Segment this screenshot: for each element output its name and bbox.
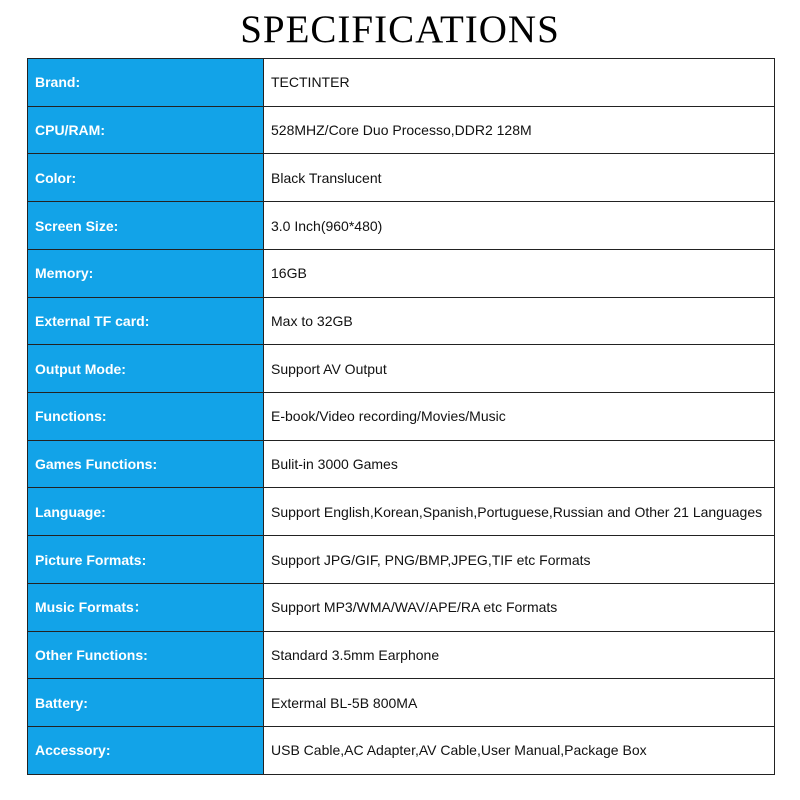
spec-row-screen-size xyxy=(28,202,775,250)
spec-label: CPU/RAM: xyxy=(28,106,264,154)
spec-row-external-tf-card xyxy=(28,297,775,345)
spec-row-language xyxy=(28,488,775,536)
spec-value: Standard 3.5mm Earphone xyxy=(264,631,775,679)
spec-value: 528MHZ/Core Duo Processo,DDR2 128M xyxy=(264,106,775,154)
spec-value: Support AV Output xyxy=(264,345,775,393)
spec-label: External TF card: xyxy=(28,297,264,345)
spec-row-other-functions xyxy=(28,631,775,679)
spec-label: Other Functions: xyxy=(28,631,264,679)
spec-row-battery xyxy=(28,679,775,727)
spec-value: Bulit-in 3000 Games xyxy=(264,440,775,488)
spec-value: Support MP3/WMA/WAV/APE/RA etc Formats xyxy=(264,583,775,631)
spec-label: Language: xyxy=(28,488,264,536)
spec-value: TECTINTER xyxy=(264,59,775,107)
spec-row-cpu-ram xyxy=(28,106,775,154)
spec-label: Battery: xyxy=(28,679,264,727)
spec-label: Memory: xyxy=(28,249,264,297)
spec-row-memory xyxy=(28,249,775,297)
spec-value: USB Cable,AC Adapter,AV Cable,User Manual,Package Box xyxy=(264,727,775,775)
spec-value: Black Translucent xyxy=(264,154,775,202)
spec-label: Picture Formats: xyxy=(28,536,264,584)
spec-row-color xyxy=(28,154,775,202)
spec-row-brand xyxy=(28,59,775,107)
spec-row-music-formats xyxy=(28,583,775,631)
spec-value: Support JPG/GIF, PNG/BMP,JPEG,TIF etc Formats xyxy=(264,536,775,584)
spec-value: Support English,Korean,Spanish,Portuguese,Russian and Other 21 Languages xyxy=(264,488,775,536)
spec-value: Extermal BL-5B 800MA xyxy=(264,679,775,727)
spec-row-functions xyxy=(28,393,775,441)
spec-label: Music Formats： xyxy=(28,583,264,631)
spec-value: E-book/Video recording/Movies/Music xyxy=(264,393,775,441)
spec-value: 16GB xyxy=(264,249,775,297)
page-title: SPECIFICATIONS xyxy=(240,8,560,51)
spec-value: Max to 32GB xyxy=(264,297,775,345)
spec-row-accessory xyxy=(28,727,775,775)
specifications-table xyxy=(27,58,775,775)
spec-row-picture-formats xyxy=(28,536,775,584)
spec-label: Output Mode: xyxy=(28,345,264,393)
spec-label: Brand: xyxy=(28,59,264,107)
spec-row-output-mode xyxy=(28,345,775,393)
spec-label: Functions: xyxy=(28,393,264,441)
spec-value: 3.0 Inch(960*480) xyxy=(264,202,775,250)
spec-label: Games Functions: xyxy=(28,440,264,488)
spec-label: Screen Size: xyxy=(28,202,264,250)
spec-label: Color: xyxy=(28,154,264,202)
spec-label: Accessory: xyxy=(28,727,264,775)
spec-row-games-functions xyxy=(28,440,775,488)
